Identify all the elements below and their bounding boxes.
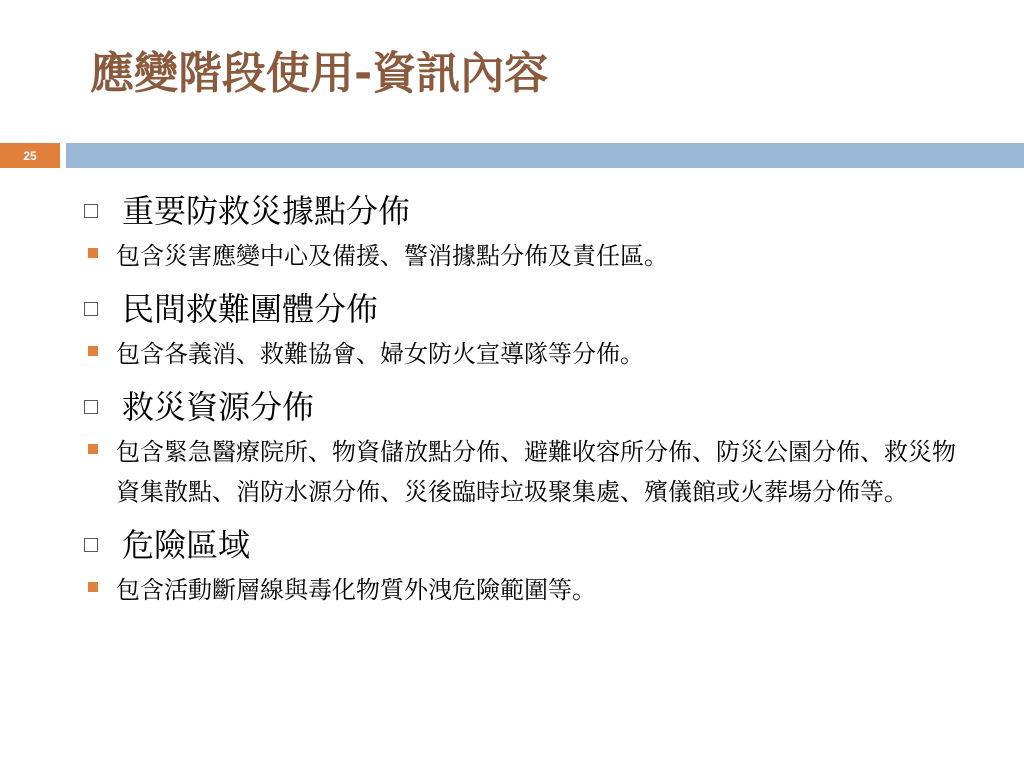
- bullet-detail-text: 包含緊急醫療院所、物資儲放點分佈、避難收容所分佈、防災公園分佈、救災物資集散點、消防水源分佈、災後臨時垃圾聚集處、殯儀館或火葬場分佈等。: [116, 438, 956, 506]
- slide-title: 應變階段使用-資訊內容: [90, 48, 549, 99]
- hollow-square-bullet-icon: [84, 400, 98, 414]
- page-number: 25: [23, 148, 37, 163]
- bullet-detail-1: [88, 236, 980, 276]
- slide-body: [80, 178, 980, 610]
- page-number-block: [0, 143, 60, 168]
- hollow-square-bullet-icon: [84, 538, 98, 552]
- bullet-detail-text: 包含活動斷層線與毒化物質外洩危險範圍等。: [116, 576, 596, 604]
- bullet-heading-4: [80, 520, 980, 570]
- bullet-heading-text: 危險區域: [122, 526, 251, 564]
- hollow-square-bullet-icon: [84, 204, 98, 218]
- bullet-heading-3: [80, 382, 980, 432]
- bullet-heading-text: 救災資源分佈: [122, 388, 315, 426]
- bullet-heading-2: [80, 284, 980, 334]
- hollow-square-bullet-icon: [84, 302, 98, 316]
- bullet-heading-text: 重要防救災據點分佈: [122, 192, 411, 230]
- bullet-detail-4: [88, 570, 980, 610]
- bullet-detail-text: 包含災害應變中心及備援、警消據點分佈及責任區。: [116, 242, 668, 270]
- filled-square-bullet-icon: [88, 346, 98, 356]
- bullet-detail-text: 包含各義消、救難協會、婦女防火宣導隊等分佈。: [116, 340, 644, 368]
- filled-square-bullet-icon: [88, 248, 98, 258]
- bullet-detail-3: [88, 432, 980, 512]
- bullet-detail-2: [88, 334, 980, 374]
- filled-square-bullet-icon: [88, 444, 98, 454]
- filled-square-bullet-icon: [88, 582, 98, 592]
- bullet-heading-text: 民間救難團體分佈: [122, 290, 379, 328]
- header-divider-bar: [66, 143, 1024, 168]
- bullet-heading-1: [80, 186, 980, 236]
